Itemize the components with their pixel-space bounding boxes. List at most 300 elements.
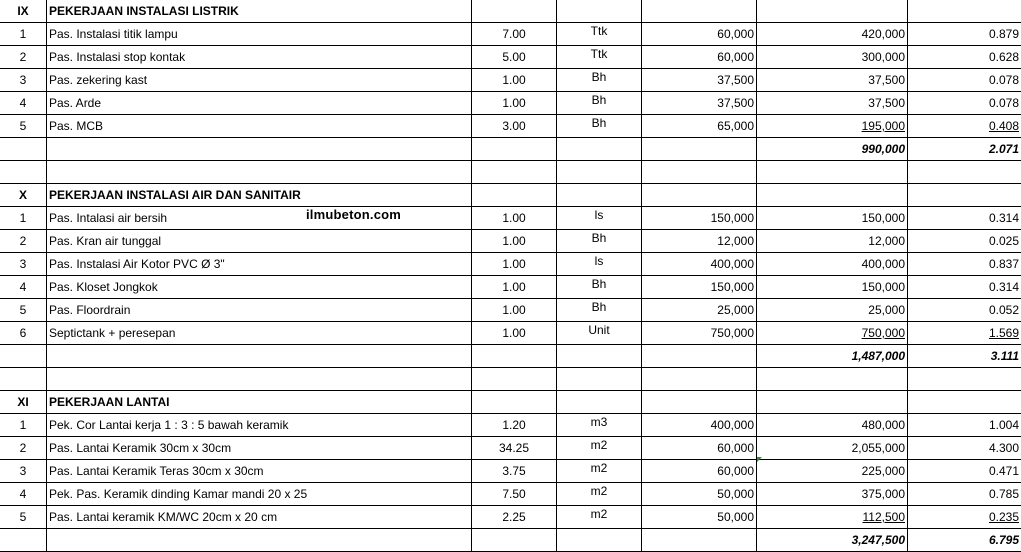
item-number-cell-text: 2 [19,441,27,455]
pct-cell-text: 1.569 [988,326,1019,340]
unit-cell[interactable] [557,23,642,46]
empty-cell[interactable] [0,161,47,184]
qty-cell[interactable] [472,138,557,161]
price-cell-text: 25,000 [717,303,754,317]
total-cell[interactable] [757,207,908,230]
price-cell[interactable] [642,23,757,46]
empty-cell[interactable] [0,368,47,391]
total-cell-text: 25,000 [868,303,905,317]
item-number-cell-text: 4 [19,487,27,501]
pct-cell-text: 0.879 [988,27,1019,41]
unit-cell[interactable] [557,345,642,368]
qty-cell[interactable] [472,23,557,46]
pct-cell[interactable] [908,46,1021,69]
total-cell[interactable] [757,23,908,46]
total-cell-text: 37,500 [868,73,905,87]
item-number-cell-text: 1 [19,27,27,41]
item-number-cell[interactable] [0,69,47,92]
price-cell[interactable] [642,69,757,92]
total-cell[interactable] [757,276,908,299]
pct-cell[interactable] [908,437,1021,460]
subtotal-pct-cell-text: 3.111 [990,349,1019,363]
price-cell-text: 60,000 [717,441,754,455]
item-number-cell[interactable] [0,253,47,276]
item-number-cell[interactable] [0,529,47,552]
subtotal-total-cell[interactable] [757,345,908,368]
qty-cell[interactable] [472,299,557,322]
unit-cell-text: ls [594,254,604,268]
unit-cell[interactable] [557,138,642,161]
item-number-cell-text: 4 [19,280,27,294]
qty-cell[interactable] [472,345,557,368]
item-description-cell[interactable] [47,138,472,161]
price-cell[interactable] [642,345,757,368]
section-number-cell-text: X [18,188,27,202]
table-row [0,23,1021,46]
subtotal-pct-cell-text: 2.071 [988,142,1019,156]
unit-cell-text: Ttk [590,24,608,38]
unit-cell[interactable] [557,207,642,230]
item-number-cell-text: 2 [19,234,27,248]
qty-cell-text: 34.25 [498,441,530,455]
table-row [0,230,1021,253]
item-description-cell-text: Pas. Kran air tunggal [49,234,162,248]
empty-cell[interactable] [908,368,1021,391]
item-description-cell[interactable] [47,506,472,529]
section-header-row [0,391,1021,414]
item-number-cell-text: 3 [19,73,27,87]
price-cell[interactable] [642,391,757,414]
total-cell[interactable] [757,506,908,529]
price-cell-text: 65,000 [717,119,754,133]
qty-cell[interactable] [472,414,557,437]
pct-cell[interactable] [908,414,1021,437]
item-description-cell[interactable] [47,322,472,345]
item-description-cell[interactable] [47,69,472,92]
pct-cell[interactable] [908,506,1021,529]
price-cell[interactable] [642,322,757,345]
item-description-cell-text: Pas. Floordrain [49,303,131,317]
table-row [0,92,1021,115]
total-cell[interactable] [757,69,908,92]
qty-cell[interactable] [472,391,557,414]
unit-cell-text: Bh [591,93,607,107]
item-number-cell[interactable] [0,138,47,161]
item-description-cell-text: Pek. Pas. Keramik dinding Kamar mandi 20 x 25 [49,487,308,501]
unit-cell[interactable] [557,253,642,276]
unit-cell[interactable] [557,529,642,552]
unit-cell-text: Unit [588,323,610,337]
total-cell[interactable] [757,46,908,69]
section-title-cell-text: PEKERJAAN LANTAI [49,395,170,409]
pct-cell[interactable] [908,253,1021,276]
pct-cell-text: 0.025 [988,234,1019,248]
item-number-cell-text: 2 [19,50,27,64]
total-cell-text: 300,000 [861,50,905,64]
price-cell[interactable] [642,46,757,69]
qty-cell-text: 2.25 [502,510,526,524]
unit-cell-text: m2 [590,507,608,521]
table-row [0,299,1021,322]
item-description-cell[interactable] [47,529,472,552]
pct-cell-text: 1.004 [988,418,1019,432]
section-title-cell-text: PEKERJAAN INSTALASI LISTRIK [49,4,239,18]
pct-cell[interactable] [908,69,1021,92]
unit-cell[interactable] [557,299,642,322]
unit-cell-text: m2 [590,484,608,498]
table-row [0,506,1021,529]
qty-cell[interactable] [472,184,557,207]
subtotal-pct-cell-text: 6.795 [988,533,1019,547]
item-number-cell[interactable] [0,322,47,345]
subtotal-row [0,345,1021,368]
section-number-cell-text: XI [17,395,29,409]
price-cell-text: 60,000 [717,50,754,64]
total-cell-text: 480,000 [861,418,905,432]
item-number-cell-text: 3 [19,464,27,478]
pct-cell-text: 4.300 [988,441,1019,455]
item-description-cell[interactable] [47,345,472,368]
price-cell[interactable] [642,529,757,552]
unit-cell-text: Bh [591,116,607,130]
pct-cell[interactable] [908,460,1021,483]
pct-cell[interactable] [908,483,1021,506]
qty-cell[interactable] [472,460,557,483]
section-number-cell[interactable] [0,391,47,414]
table-row [0,276,1021,299]
item-description-cell-text: Pas. Lantai Keramik Teras 30cm x 30cm [49,464,264,478]
subtotal-total-cell-text: 3,247,500 [851,533,905,547]
total-cell[interactable] [757,460,908,483]
unit-cell-text: ls [594,208,604,222]
item-number-cell[interactable] [0,299,47,322]
qty-cell[interactable] [472,253,557,276]
item-description-cell[interactable] [47,483,472,506]
total-cell-text: 150,000 [861,211,905,225]
empty-cell[interactable] [472,161,557,184]
total-cell[interactable] [757,92,908,115]
total-cell[interactable] [757,299,908,322]
total-cell[interactable] [757,230,908,253]
item-number-cell[interactable] [0,483,47,506]
pct-cell[interactable] [908,184,1021,207]
item-description-cell-text: Pas. MCB [49,119,104,133]
item-description-cell[interactable] [47,299,472,322]
item-number-cell[interactable] [0,437,47,460]
cell-comment-marker-icon [757,457,762,462]
subtotal-pct-cell[interactable] [908,345,1021,368]
price-cell[interactable] [642,253,757,276]
pct-cell[interactable] [908,276,1021,299]
item-description-cell-text: Septictank + peresepan [49,326,176,340]
unit-cell[interactable] [557,69,642,92]
unit-cell[interactable] [557,506,642,529]
item-description-cell[interactable] [47,460,472,483]
qty-cell[interactable] [472,276,557,299]
subtotal-row [0,138,1021,161]
unit-cell[interactable] [557,437,642,460]
total-cell[interactable] [757,437,908,460]
empty-cell[interactable] [47,161,472,184]
unit-cell-text: Bh [591,277,607,291]
qty-cell[interactable] [472,437,557,460]
item-description-cell[interactable] [47,230,472,253]
unit-cell-text: Bh [591,70,607,84]
pct-cell[interactable] [908,115,1021,138]
empty-cell[interactable] [757,161,908,184]
qty-cell[interactable] [472,529,557,552]
qty-cell-text: 1.00 [502,234,526,248]
table-row [0,483,1021,506]
pct-cell-text: 0.785 [988,487,1019,501]
unit-cell[interactable] [557,460,642,483]
section-number-cell[interactable] [0,184,47,207]
unit-cell[interactable] [557,115,642,138]
subtotal-pct-cell[interactable] [908,529,1021,552]
item-number-cell-text: 1 [19,211,27,225]
qty-cell[interactable] [472,69,557,92]
total-cell-text: 12,000 [868,234,905,248]
item-number-cell[interactable] [0,276,47,299]
table-row [0,253,1021,276]
qty-cell[interactable] [472,207,557,230]
item-number-cell[interactable] [0,23,47,46]
qty-cell[interactable] [472,0,557,23]
subtotal-total-cell[interactable] [757,138,908,161]
item-number-cell-text: 4 [19,96,27,110]
pct-cell-text: 0.314 [988,211,1019,225]
total-cell-text: 2,055,000 [851,441,905,455]
price-cell-text: 50,000 [717,510,754,524]
watermark-text: ilmubeton.com [306,207,402,222]
qty-cell-text: 1.20 [502,418,526,432]
price-cell[interactable] [642,138,757,161]
total-cell[interactable] [757,414,908,437]
qty-cell-text: 7.00 [502,27,526,41]
item-description-cell[interactable] [47,23,472,46]
price-cell[interactable] [642,115,757,138]
qty-cell-text: 1.00 [502,96,526,110]
qty-cell-text: 1.00 [502,303,526,317]
item-description-cell-text: Pas. Instalasi stop kontak [49,50,186,64]
price-cell[interactable] [642,184,757,207]
pct-cell-text: 0.408 [988,119,1019,133]
empty-cell[interactable] [47,368,472,391]
section-title-cell-text: PEKERJAAN INSTALASI AIR DAN SANITAIR [49,188,301,202]
price-cell[interactable] [642,437,757,460]
price-cell[interactable] [642,276,757,299]
qty-cell-text: 1.00 [502,73,526,87]
unit-cell-text: m3 [590,415,608,429]
section-header-row [0,184,1021,207]
item-description-cell[interactable] [47,46,472,69]
pct-cell[interactable] [908,23,1021,46]
subtotal-row [0,529,1021,552]
item-description-cell-text: Pas. Instalasi titik lampu [49,27,178,41]
item-number-cell[interactable] [0,506,47,529]
item-description-cell[interactable] [47,92,472,115]
price-cell[interactable] [642,414,757,437]
pct-cell[interactable] [908,322,1021,345]
qty-cell[interactable] [472,230,557,253]
qty-cell-text: 1.00 [502,280,526,294]
total-cell[interactable] [757,0,908,23]
empty-cell[interactable] [908,161,1021,184]
price-cell-text: 150,000 [710,280,754,294]
empty-cell[interactable] [557,368,642,391]
subtotal-pct-cell[interactable] [908,138,1021,161]
unit-cell[interactable] [557,230,642,253]
total-cell[interactable] [757,391,908,414]
section-title-cell[interactable] [47,391,472,414]
item-number-cell[interactable] [0,414,47,437]
unit-cell[interactable] [557,92,642,115]
unit-cell[interactable] [557,322,642,345]
item-number-cell[interactable] [0,460,47,483]
item-description-cell[interactable] [47,414,472,437]
item-number-cell-text: 6 [19,326,27,340]
price-cell-text: 60,000 [717,464,754,478]
subtotal-total-cell[interactable] [757,529,908,552]
subtotal-total-cell-text: 1,487,000 [851,349,905,363]
item-description-cell[interactable] [47,115,472,138]
qty-cell-text: 5.00 [502,50,526,64]
item-number-cell[interactable] [0,92,47,115]
pct-cell-text: 0.314 [988,280,1019,294]
qty-cell[interactable] [472,92,557,115]
unit-cell[interactable] [557,46,642,69]
pct-cell[interactable] [908,207,1021,230]
qty-cell-text: 3.00 [502,119,526,133]
empty-cell[interactable] [757,368,908,391]
qty-cell[interactable] [472,322,557,345]
table-row [0,460,1021,483]
section-title-cell[interactable] [47,0,472,23]
total-cell-text: 750,000 [861,326,905,340]
section-number-cell[interactable] [0,0,47,23]
total-cell[interactable] [757,115,908,138]
price-cell[interactable] [642,483,757,506]
qty-cell[interactable] [472,506,557,529]
item-number-cell-text: 3 [19,257,27,271]
section-header-row [0,0,1021,23]
item-description-cell-text: Pas. zekering kast [49,73,148,87]
price-cell-text: 150,000 [710,211,754,225]
pct-cell-text: 0.078 [988,73,1019,87]
item-description-cell-text: Pas. Instalasi Air Kotor PVC Ø 3" [49,257,225,271]
pct-cell[interactable] [908,391,1021,414]
section-title-cell[interactable] [47,184,472,207]
price-cell[interactable] [642,0,757,23]
item-number-cell-text: 5 [19,119,27,133]
unit-cell-text: m2 [590,438,608,452]
item-number-cell[interactable] [0,46,47,69]
item-number-cell[interactable] [0,230,47,253]
price-cell-text: 750,000 [710,326,754,340]
price-cell[interactable] [642,207,757,230]
price-cell[interactable] [642,92,757,115]
qty-cell[interactable] [472,115,557,138]
subtotal-total-cell-text: 990,000 [861,142,905,156]
pct-cell-text: 0.052 [988,303,1019,317]
item-description-cell-text: Pas. Lantai keramik KM/WC 20cm x 20 cm [49,510,278,524]
pct-cell-text: 0.078 [988,96,1019,110]
unit-cell-text: Ttk [590,47,608,61]
empty-cell[interactable] [557,161,642,184]
table-row [0,437,1021,460]
qty-cell-text: 1.00 [502,257,526,271]
unit-cell-text: Bh [591,231,607,245]
table-row [0,115,1021,138]
price-cell-text: 400,000 [710,418,754,432]
total-cell[interactable] [757,184,908,207]
item-number-cell[interactable] [0,115,47,138]
table-row [0,207,1021,230]
total-cell-text: 375,000 [861,487,905,501]
price-cell-text: 37,500 [717,73,754,87]
qty-cell-text: 1.00 [502,326,526,340]
item-number-cell[interactable] [0,345,47,368]
unit-cell[interactable] [557,184,642,207]
total-cell-text: 37,500 [868,96,905,110]
table-row [0,322,1021,345]
empty-cell[interactable] [642,161,757,184]
item-number-cell[interactable] [0,207,47,230]
qty-cell[interactable] [472,483,557,506]
item-description-cell-text: Pas. Intalasi air bersih [49,211,168,225]
empty-cell[interactable] [642,368,757,391]
item-description-cell[interactable] [47,253,472,276]
pct-cell[interactable] [908,92,1021,115]
item-description-cell[interactable] [47,276,472,299]
empty-cell[interactable] [472,368,557,391]
total-cell[interactable] [757,253,908,276]
item-description-cell[interactable] [47,207,472,230]
total-cell-text: 225,000 [861,464,905,478]
price-cell-text: 12,000 [717,234,754,248]
price-cell[interactable] [642,506,757,529]
qty-cell-text: 1.00 [502,211,526,225]
table-row [0,46,1021,69]
price-cell[interactable] [642,230,757,253]
unit-cell[interactable] [557,483,642,506]
item-description-cell[interactable] [47,437,472,460]
total-cell[interactable] [757,483,908,506]
item-description-cell-text: Pas. Kloset Jongkok [49,280,158,294]
pct-cell[interactable] [908,299,1021,322]
pct-cell-text: 0.235 [988,510,1019,524]
qty-cell[interactable] [472,46,557,69]
unit-cell[interactable] [557,276,642,299]
price-cell[interactable] [642,299,757,322]
price-cell[interactable] [642,460,757,483]
pct-cell[interactable] [908,230,1021,253]
section-number-cell-text: IX [17,4,29,18]
item-description-cell-text: Pas. Arde [49,96,102,110]
total-cell[interactable] [757,322,908,345]
price-cell-text: 400,000 [710,257,754,271]
price-cell-text: 60,000 [717,27,754,41]
pct-cell-text: 0.837 [988,257,1019,271]
pct-cell-text: 0.628 [988,50,1019,64]
unit-cell[interactable] [557,0,642,23]
unit-cell[interactable] [557,414,642,437]
pct-cell[interactable] [908,0,1021,23]
qty-cell-text: 7.50 [502,487,526,501]
unit-cell[interactable] [557,391,642,414]
total-cell-text: 420,000 [861,27,905,41]
total-cell-text: 400,000 [861,257,905,271]
